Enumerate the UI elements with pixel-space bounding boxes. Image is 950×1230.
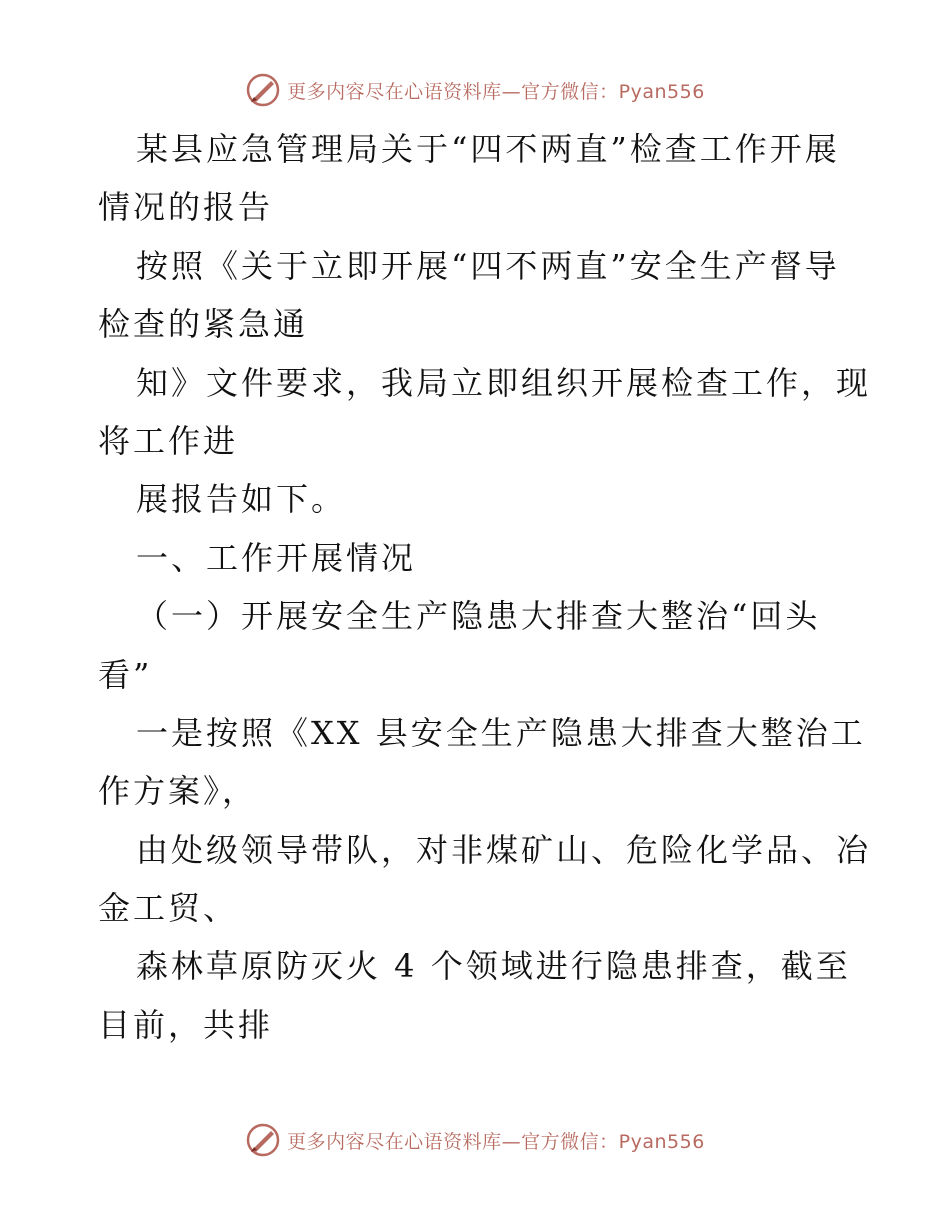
document-line: 检查的紧急通 (98, 305, 309, 344)
header-banner (0, 70, 950, 110)
document-body (98, 120, 872, 1054)
document-line: 森林草原防灭火 4 个领域进行隐患排查，截至 (136, 947, 851, 986)
document-line: 金工贸、 (98, 889, 239, 928)
subsection-heading: （一）开展安全生产隐患大排查大整治“回头 (136, 597, 821, 636)
document-line: 知》文件要求，我局立即组织开展检查工作，现 (136, 363, 872, 402)
footer-banner (0, 1120, 950, 1160)
document-line: 看” (98, 655, 153, 694)
document-line: 由处级领导带队，对非煤矿山、危险化学品、冶 (136, 830, 872, 869)
document-line: 某县应急管理局关于“四不两直”检查工作开展 (136, 130, 840, 168)
document-line: 情况的报告 (98, 188, 274, 227)
document-line: 按照《关于立即开展“四不两直”安全生产督导 (136, 246, 840, 285)
document-line: 展报告如下。 (136, 480, 347, 519)
section-heading: 一、工作开展情况 (136, 538, 417, 577)
document-line: 目前，共排 (98, 1005, 274, 1044)
header-banner-text: 更多内容尽在心语资料库—官方微信：Pyan556 (287, 80, 705, 103)
document-line: 将工作进 (98, 421, 239, 460)
footer-banner-text: 更多内容尽在心语资料库—官方微信：Pyan556 (287, 1130, 705, 1153)
quill-pen-logo-icon (245, 1122, 281, 1158)
quill-pen-logo-icon (245, 72, 281, 108)
document-line: 一是按照《XX 县安全生产隐患大排查大整治工 (136, 713, 866, 752)
document-line: 作方案》， (98, 772, 258, 811)
